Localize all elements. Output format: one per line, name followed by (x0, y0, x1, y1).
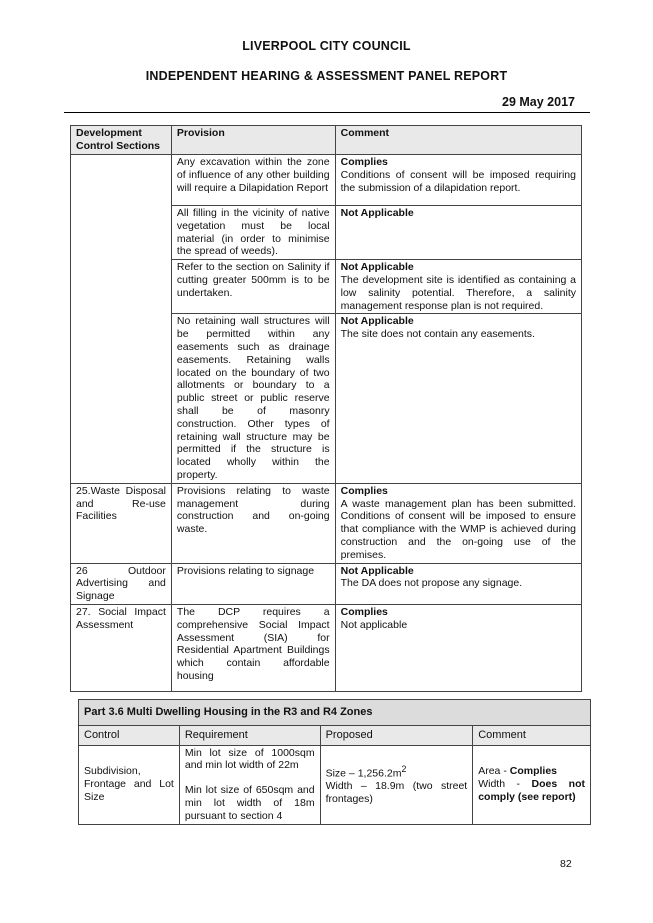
requirement-alternative: Min lot size of 650sqm and min lot width of 18m pursuant to section 4 (184, 784, 315, 822)
status-label: Complies (340, 484, 388, 497)
report-date: 29 May 2017 (502, 95, 575, 109)
table-row (79, 745, 591, 824)
requirement-primary: Min lot size of 1000sqm and min lot width of 22m (184, 746, 315, 772)
table-header-row (71, 126, 582, 155)
col-header-proposed: Proposed (320, 725, 473, 745)
col-header-sections: Development Control Sections (71, 126, 172, 155)
comment-cell (335, 563, 581, 604)
report-title: INDEPENDENT HEARING & ASSESSMENT PANEL REPORT (145, 69, 508, 83)
page-number: 82 (560, 858, 572, 870)
comment-width (478, 778, 585, 804)
control-cell: Subdivision, Frontage and Lot Size (79, 745, 180, 824)
comment-cell (335, 604, 581, 691)
status-label: Complies (340, 156, 388, 168)
provision-cell: Provisions relating to waste management during construction and on-going waste. (171, 483, 335, 563)
proposed-size-sup: 2 (401, 764, 407, 775)
provision-cell: Provisions relating to signage (171, 563, 335, 604)
section-cell: 26 Outdoor Advertising and Signage (71, 563, 172, 604)
comment-cell (335, 314, 581, 483)
table-row (71, 563, 582, 604)
comment-text: The site does not contain any easements. (340, 328, 535, 341)
status-label: Not Applicable (340, 564, 414, 577)
provision-cell: All filling in the vicinity of native vegetation must be local material (in order to minimise the spread of weeds). (171, 206, 335, 260)
status-label: Not Applicable (340, 207, 414, 219)
status-label: Not Applicable (340, 261, 414, 274)
proposed-width: Width – 18.9m (two street frontages) (325, 780, 468, 806)
width-status: Does not comply (see report) (478, 778, 585, 803)
proposed-size-text: Size – 1,256.2m (325, 767, 402, 780)
comment-cell (335, 206, 581, 260)
requirement-cell (179, 745, 320, 824)
section-cell (71, 155, 172, 484)
part-title: Part 3.6 Multi Dwelling Housing in the R3 and R4 Zones (79, 700, 591, 726)
comment-cell (335, 483, 581, 563)
table-header-row (79, 725, 591, 745)
table-row (71, 483, 582, 563)
area-status: Complies (509, 765, 557, 778)
section-cell: 25.Waste Disposal and Re-use Facilities (71, 483, 172, 563)
proposed-cell (320, 745, 473, 824)
comment-cell (473, 745, 591, 824)
provision-cell: Any excavation within the zone of influence of any other building will require a Dilapidation Report (171, 155, 335, 206)
comment-text: Not applicable (340, 618, 408, 631)
table-row (71, 604, 582, 691)
table-row (71, 155, 582, 206)
provision-cell: No retaining wall structures will be permitted within any easements such as drainage easements. Retaining walls located on the boundary of two allotments or boundary to a public street or public reserve shall be of masonry construction. Other types of retaining wall structure may be permitted if the structure is located wholly within the property. (171, 314, 335, 483)
comment-area (478, 765, 585, 778)
comment-text: The DA does not propose any signage. (340, 577, 523, 590)
comment-text: A waste management plan has been submitted. Conditions of consent will be imposed to ensure that compliance with the WMP is achieved during construction and the on-going use of the premises. (340, 497, 576, 561)
comment-cell (335, 260, 581, 314)
comment-cell (335, 155, 581, 206)
col-header-comment: Comment (335, 126, 581, 155)
part-3-6-table (78, 699, 591, 825)
status-label: Complies (340, 605, 388, 618)
provision-cell: The DCP requires a comprehensive Social Impact Assessment (SIA) for Residential Apartment Buildings which contain affordable housing (171, 604, 335, 691)
proposed-size (326, 763, 468, 780)
council-name: LIVERPOOL CITY COUNCIL (242, 39, 411, 53)
comment-text: Conditions of consent will be imposed requiring the submission of a dilapidation report. (340, 168, 576, 194)
status-label: Not Applicable (340, 315, 414, 328)
col-header-comment: Comment (473, 725, 591, 745)
header-rule (64, 112, 590, 113)
section-cell: 27. Social Impact Assessment (71, 604, 172, 691)
provision-cell: Refer to the section on Salinity if cutting greater 500mm is to be undertaken. (171, 260, 335, 314)
dcp-compliance-table (70, 125, 582, 692)
col-header-control: Control (79, 725, 180, 745)
area-label: Area - (478, 765, 510, 778)
width-label: Width - (478, 778, 532, 791)
comment-text: The development site is identified as containing a low salinity potential. Therefore, a salinity management response plan is not required. (340, 273, 576, 312)
col-header-requirement: Requirement (179, 725, 320, 745)
col-header-provision: Provision (171, 126, 335, 155)
part-title-row (79, 700, 591, 726)
